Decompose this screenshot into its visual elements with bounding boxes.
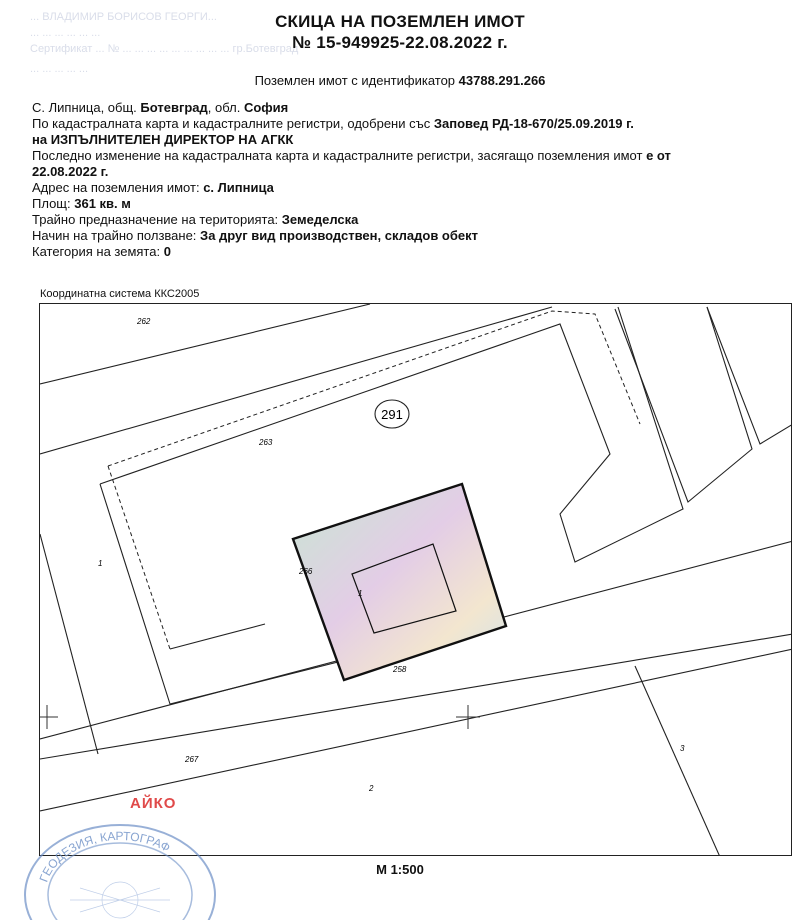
approval-row: [32, 116, 782, 132]
grid-cross: [456, 705, 480, 729]
parcel-label: 258: [393, 665, 407, 674]
parcel-label: 3: [680, 744, 685, 753]
boundary-line: [40, 534, 98, 754]
purpose-value: Земеделска: [281, 212, 359, 227]
identifier-value: 43788.291.266: [458, 73, 546, 88]
highlighted-plot: [293, 484, 506, 680]
purpose-row: [32, 212, 782, 228]
authority-row: [32, 132, 782, 148]
approval-order: Заповед РД-18-670/25.09.2019 г.: [433, 116, 634, 131]
document-title: СКИЦА НА ПОЗЕМЛЕН ИМОТ: [275, 12, 525, 31]
municipality: Ботевград: [140, 100, 208, 115]
province-prefix: , обл.: [207, 100, 241, 115]
usage-value: За друг вид производствен, складов обект: [200, 228, 478, 243]
category-value: 0: [163, 244, 171, 259]
block-label: 291: [381, 407, 403, 422]
parcel-label: 1: [98, 559, 103, 568]
building-label: 1: [358, 589, 363, 598]
boundary-line: [170, 624, 265, 649]
last-change-date-row: [32, 164, 782, 180]
boundary-line: [40, 304, 370, 384]
parcel-label: 262: [137, 317, 151, 326]
last-change-row: [32, 148, 782, 164]
identifier-prefix: Поземлен имот с идентификатор: [254, 73, 456, 88]
municipality-prefix: , общ.: [100, 100, 137, 115]
approval-text: По кадастралната карта и кадастралните регистри, одобрени със: [32, 116, 431, 131]
approval-authority: на ИЗПЪЛНИТЕЛЕН ДИРЕКТОР НА АГКК: [32, 132, 294, 147]
boundary-line: [40, 307, 552, 454]
usage-row: [32, 228, 782, 244]
map-scale: М 1:500: [376, 862, 424, 877]
last-change-date: 22.08.2022 г.: [32, 164, 109, 179]
purpose-label: Трайно предназначение на територията:: [32, 212, 279, 227]
village: С. Липница: [32, 100, 101, 115]
address-label: Адрес на поземления имот:: [32, 180, 200, 195]
official-seal: [10, 800, 220, 920]
right-parcel-outline: [707, 307, 792, 444]
grid-cross: [40, 705, 58, 729]
property-info: [32, 100, 782, 260]
cadastral-map-svg: [40, 304, 792, 856]
faint-line: ... ВЛАДИМИР БОРИСОВ ГЕОРГИ...: [30, 11, 217, 23]
area-value: 361 кв. м: [74, 196, 131, 211]
parcel-label: 266: [299, 567, 313, 576]
address-value: с. Липница: [203, 180, 274, 195]
faint-line: Сертификат ... № ... ... ... ... ... ... ... ... ... гр.Ботевград: [30, 43, 299, 55]
right-parcel-outline: [615, 307, 752, 502]
faint-line: ... ... ... ... ...: [30, 63, 89, 75]
location-row: [32, 100, 782, 116]
province: София: [243, 100, 289, 115]
usage-label: Начин на трайно ползване:: [32, 228, 197, 243]
parcel-label: 267: [185, 755, 199, 764]
svg-text:ГЕОДЕЗИЯ, КАРТОГРАФ: [36, 829, 172, 884]
area-label: Площ:: [32, 196, 71, 211]
boundary-line: [635, 666, 720, 856]
address-row: [32, 180, 782, 196]
coordinate-system-label: Координатна система ККС2005: [40, 288, 200, 300]
category-row: [32, 244, 782, 260]
document-number: № 15-949925-22.08.2022 г.: [292, 33, 508, 52]
street-edge: [40, 649, 792, 811]
category-label: Категория на земята:: [32, 244, 161, 259]
cadastral-map: [39, 303, 792, 856]
area-row: [32, 196, 782, 212]
faint-line: ... ... ... ... ... ...: [30, 27, 101, 39]
identifier-line: [0, 73, 800, 88]
dashed-building-outline: [108, 466, 170, 649]
last-change-text: Последно изменение на кадастралната карта и кадастралните регистри, засягащо поземления имот: [32, 148, 643, 163]
seal-text: ГЕОДЕЗИЯ, КАРТОГРАФ: [36, 828, 173, 885]
parcel-label: 2: [369, 784, 374, 793]
last-change-tail: е от: [646, 148, 671, 163]
parcel-label: 263: [259, 438, 273, 447]
red-stamp: АЙКО: [130, 795, 177, 812]
